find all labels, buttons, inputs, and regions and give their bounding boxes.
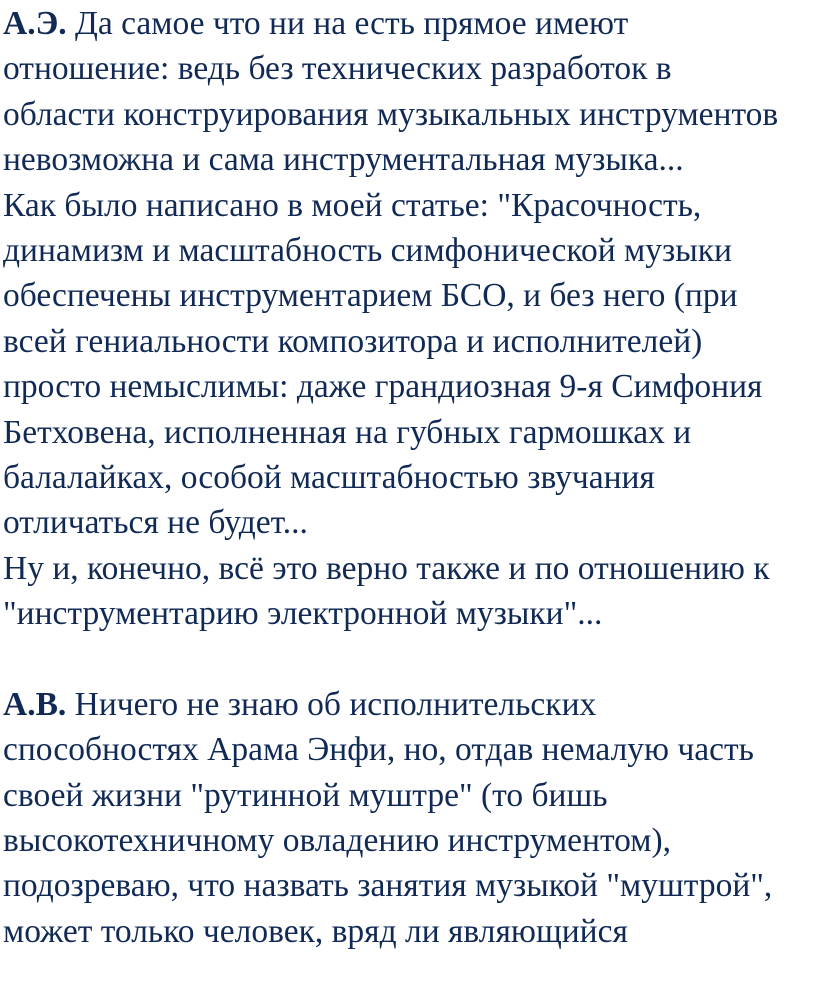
text-line: Как было написано в моей статье: "Красочность, <box>3 186 702 224</box>
text-line: способностях Арама Энфи, но, отдав немалую часть <box>3 731 754 769</box>
paragraph-spacer <box>3 636 816 681</box>
line-text: Да самое что ни на есть прямое имеют <box>66 5 629 42</box>
text-line: может только человек, вряд ли являющийся <box>3 912 628 950</box>
speaker-label-av: А.В. <box>3 685 67 723</box>
text-line: своей жизни "рутинной муштре" (то бишь <box>3 776 608 814</box>
line-text: Ничего не знаю об исполнительских <box>66 685 597 723</box>
text-line: "инструментарию электронной музыки"... <box>3 595 603 633</box>
text-line <box>3 1 816 46</box>
text-line: отличаться не будет... <box>3 504 308 542</box>
text-line: невозможна и сама инструментальная музыка... <box>3 141 684 179</box>
text-line: подозреваю, что назвать занятия музыкой "муштрой", <box>3 867 773 905</box>
text-line: Ну и, конечно, всё это верно также и по отношению к <box>3 549 770 587</box>
text-line: Бетховена, исполненная на губных гармошках и <box>3 413 692 451</box>
text-line: высокотехничному овладению инструментом), <box>3 822 672 860</box>
text-line <box>3 682 816 727</box>
text-line: обеспечены инструментарием БСО, и без него (при <box>3 277 738 315</box>
text-line: всей гениальности композитора и исполнителей) <box>3 322 703 360</box>
text-line: отношение: ведь без технических разработок в <box>3 50 672 88</box>
text-line: просто немыслимы: даже грандиозная 9-я Симфония <box>3 368 763 406</box>
text-line: динамизм и масштабность симфонической музыки <box>3 231 732 269</box>
text-line: области конструирования музыкальных инструментов <box>3 95 779 133</box>
speaker-label-ae: А.Э. <box>3 5 67 42</box>
document-text <box>3 1 816 954</box>
text-line: балалайках, особой масштабностью звучания <box>3 458 655 496</box>
